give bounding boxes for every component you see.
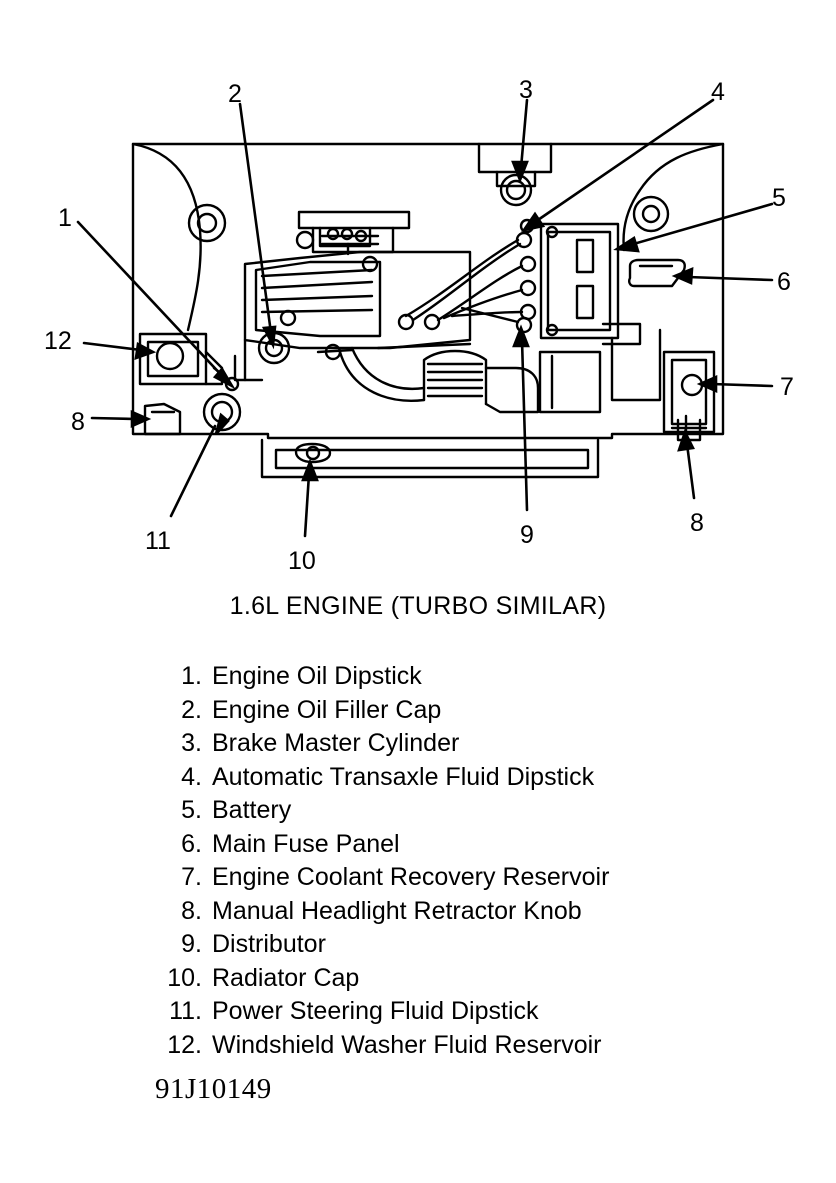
leader-7: [712, 384, 772, 386]
legend-item: [140, 962, 800, 996]
leader-5: [630, 204, 772, 245]
plug-wire-end-3: [521, 281, 535, 295]
leader-6: [688, 277, 772, 280]
arrowhead-5: [617, 238, 638, 251]
battery-case-inner: [548, 232, 610, 330]
legend-item: [140, 995, 800, 1029]
legend-item-number: 10.: [167, 963, 202, 992]
callout-number: 2: [228, 80, 242, 108]
valve-cover-nub-c: [342, 229, 352, 239]
valve-cover-rib3: [262, 296, 372, 300]
valve-cover-nub-b: [328, 229, 338, 239]
legend-item: [140, 828, 800, 862]
callout-number: 8: [690, 509, 704, 537]
legend-item-number: 8.: [181, 896, 202, 925]
valve-cover-stud: [363, 257, 377, 271]
legend-item-number: 7.: [181, 863, 202, 891]
callout-number: 6: [777, 268, 791, 296]
legend-item-label: Radiator Cap: [212, 963, 360, 992]
callout-number: 1: [58, 204, 72, 232]
callout-number: 7: [780, 373, 794, 401]
callout-number: 8: [71, 408, 85, 436]
right-strut-tower-inner: [643, 206, 659, 222]
legend-item-label: Engine Coolant Recovery Reservoir: [212, 863, 610, 891]
air-cleaner-body: [313, 228, 393, 252]
battery-vent-1: [577, 240, 593, 272]
callout-number: 3: [519, 76, 533, 104]
battery-tray: [603, 324, 640, 344]
legend-item-label: Automatic Transaxle Fluid Dipstick: [212, 762, 595, 791]
legend-item: [140, 794, 800, 828]
legend-item-number: 11.: [169, 997, 202, 1025]
legend-item-number: 12.: [167, 1030, 202, 1059]
coolant-reservoir-inner: [672, 360, 706, 424]
rear-block: [540, 352, 600, 412]
left-fender-curve: [133, 144, 201, 330]
callout-number: 10: [288, 547, 316, 575]
leader-10: [305, 474, 309, 536]
callout-number: 11: [145, 527, 171, 555]
leader-4: [535, 100, 713, 222]
master-cylinder-cap-inner: [507, 181, 525, 199]
washer-reservoir-cap: [157, 343, 183, 369]
legend-item: [140, 928, 800, 962]
leader-9: [522, 340, 527, 510]
document-code: 91J10149: [155, 1073, 272, 1105]
air-cleaner-top: [299, 212, 409, 228]
plug-wire-end-2: [521, 257, 535, 271]
intake-runner: [340, 352, 424, 401]
legend-item-label: Engine Oil Dipstick: [212, 662, 422, 690]
callout-number: 4: [711, 78, 725, 106]
battery-shelf: [612, 330, 660, 400]
legend-item-label: Main Fuse Panel: [212, 829, 400, 858]
leader-8-left: [92, 418, 136, 419]
legend-list: [140, 660, 800, 1062]
valve-cover-rib4: [262, 310, 372, 312]
legend-item-number: 5.: [181, 796, 202, 824]
legend-item-label: Manual Headlight Retractor Knob: [212, 896, 582, 925]
coolant-reservoir-cap: [682, 375, 702, 395]
valve-cover-nub-a: [297, 232, 313, 248]
callout-number: 5: [772, 184, 786, 212]
legend-item-number: 6.: [181, 829, 202, 858]
figure-caption: 1.6L ENGINE (TURBO SIMILAR): [229, 592, 607, 620]
callout-number: 9: [520, 521, 534, 549]
valve-cover-stud2: [281, 311, 295, 325]
legend-item-label: Distributor: [212, 930, 326, 958]
left-strut-tower: [189, 205, 225, 241]
valve-cover-rib2: [262, 282, 372, 288]
bay-detail-mid2: [318, 350, 352, 352]
bay-detail-left: [235, 356, 262, 380]
legend-item: [140, 727, 800, 761]
legend-item-number: 4.: [181, 762, 202, 791]
legend-item-label: Battery: [212, 796, 292, 824]
valve-cover-rib1: [262, 270, 372, 276]
legend-item: [140, 861, 800, 895]
intake-runner-inner: [352, 348, 424, 389]
legend-item: [140, 1029, 800, 1063]
arrowhead-4: [524, 214, 543, 230]
legend-item: [140, 694, 800, 728]
arrowhead-10: [303, 462, 317, 480]
right-fender-curve: [624, 144, 723, 250]
apron-inner: [276, 450, 588, 468]
legend-item: [140, 761, 800, 795]
legend-item-number: 1.: [181, 662, 202, 690]
legend-item-label: Power Steering Fluid Dipstick: [212, 997, 539, 1025]
arrowhead-6: [675, 269, 692, 283]
leader-11: [171, 426, 215, 516]
left-strut-tower-inner: [198, 214, 216, 232]
arrowhead-12: [136, 344, 153, 358]
legend-item-number: 3.: [181, 729, 202, 757]
leader-3: [521, 100, 527, 168]
legend-item-label: Engine Oil Filler Cap: [212, 695, 442, 724]
transaxle-housing: [486, 368, 538, 412]
legend-item-label: Windshield Washer Fluid Reservoir: [212, 1030, 602, 1059]
right-strut-tower: [634, 197, 668, 231]
master-cylinder-cap: [501, 175, 531, 205]
legend-item: [140, 895, 800, 929]
leader-1: [78, 222, 226, 380]
callout-number: 12: [44, 327, 72, 355]
plug-wire-socket-2: [425, 315, 439, 329]
legend-item-number: 2.: [181, 695, 202, 724]
leader-8-right: [687, 444, 694, 498]
main-fuse-panel: [629, 260, 685, 286]
legend-item-number: 9.: [181, 930, 202, 958]
washer-reservoir-inner: [148, 342, 198, 376]
legend-item: [140, 660, 800, 694]
legend-item-label: Brake Master Cylinder: [212, 729, 460, 757]
battery-vent-2: [577, 286, 593, 318]
